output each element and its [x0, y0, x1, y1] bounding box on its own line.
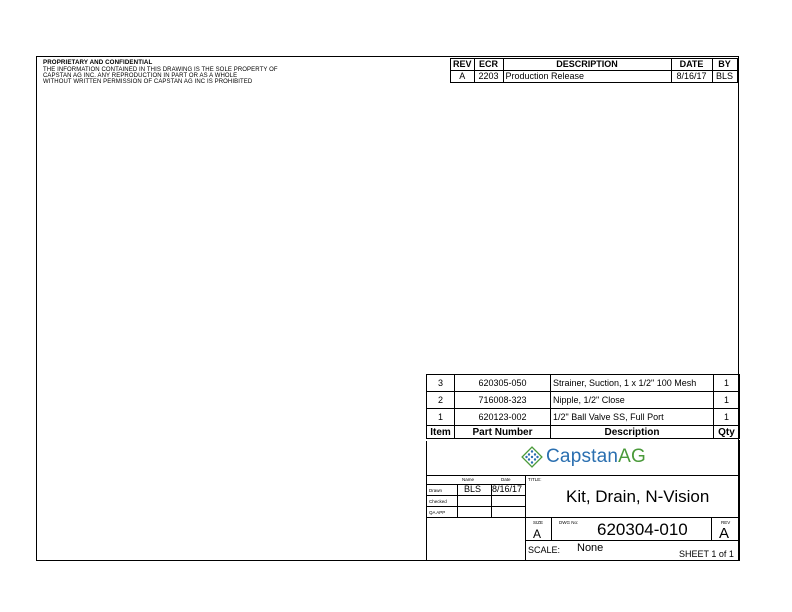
- qty-header: Qty: [714, 426, 740, 439]
- size-label: SIZE: [533, 520, 544, 525]
- rev-cell: A: [451, 71, 475, 83]
- company-logo: [520, 445, 646, 469]
- rev-header: REV: [451, 59, 475, 71]
- part-number-header: Part Number: [455, 426, 551, 439]
- description-header: DESCRIPTION: [503, 59, 671, 71]
- proprietary-line: CAPSTAN AG INC. ANY REPRODUCTION IN PART OR AS A WHOLE: [43, 72, 238, 79]
- name-label: Name: [462, 477, 475, 482]
- drawn-label: Drawn: [429, 488, 443, 493]
- description-cell: 1/2" Ball Valve SS, Full Port: [551, 409, 714, 426]
- qty-cell: 1: [714, 375, 740, 392]
- description-header: Description: [551, 426, 714, 439]
- by-header: BY: [712, 59, 737, 71]
- drawn-name: BLS: [464, 484, 482, 494]
- rev-value: A: [719, 525, 730, 542]
- drawing-title: Kit, Drain, N-Vision: [566, 487, 710, 506]
- logo-text: Capstan: [546, 446, 619, 467]
- item-cell: 1: [427, 409, 455, 426]
- proprietary-line: THE INFORMATION CONTAINED IN THIS DRAWING IS THE SOLE PROPERTY OF: [43, 66, 278, 73]
- capstan-logo-icon: [520, 445, 544, 469]
- part-number-cell: 620123-002: [455, 409, 551, 426]
- item-header: Item: [427, 426, 455, 439]
- sheet-number: SHEET 1 of 1: [679, 549, 734, 559]
- item-cell: 2: [427, 392, 455, 409]
- revision-row: [451, 71, 738, 83]
- date-header: DATE: [671, 59, 712, 71]
- proprietary-notice: [43, 60, 363, 85]
- size-value: A: [533, 527, 542, 541]
- qty-cell: 1: [714, 409, 740, 426]
- dwg-label: DWG No:: [559, 520, 579, 525]
- title-block: [426, 441, 739, 561]
- rev-label: REV: [721, 520, 731, 525]
- description-cell: Strainer, Suction, 1 x 1/2" 100 Mesh: [551, 375, 714, 392]
- logo-text-ag: AG: [618, 446, 647, 467]
- table-row: [427, 409, 740, 426]
- date-label: Date: [501, 477, 511, 482]
- drawing-number: 620304-010: [597, 520, 688, 539]
- item-cell: 3: [427, 375, 455, 392]
- part-number-cell: 716008-323: [455, 392, 551, 409]
- proprietary-line: WITHOUT WRITTEN PERMISSION OF CAPSTAN AG INC IS PROHIBITED: [43, 79, 253, 86]
- bill-of-materials: [426, 374, 740, 439]
- drawn-date: 8/16/17: [492, 484, 523, 494]
- revision-table: [450, 58, 738, 83]
- qa-label: QA APP: [429, 510, 446, 515]
- ecr-cell: 2203: [474, 71, 503, 83]
- qty-cell: 1: [714, 392, 740, 409]
- revision-header-row: [451, 59, 738, 71]
- ecr-header: ECR: [474, 59, 503, 71]
- table-row: [427, 375, 740, 392]
- scale-value: None: [577, 542, 604, 554]
- bom-header-row: [427, 426, 740, 439]
- title-label: TITLE:: [528, 477, 542, 482]
- date-cell: 8/16/17: [671, 71, 712, 83]
- table-row: [427, 392, 740, 409]
- description-cell: Nipple, 1/2" Close: [551, 392, 714, 409]
- scale-label: SCALE:: [528, 545, 561, 555]
- checked-label: Checked: [429, 499, 447, 504]
- description-cell: Production Release: [503, 71, 671, 83]
- part-number-cell: 620305-050: [455, 375, 551, 392]
- proprietary-heading: PROPRIETARY AND CONFIDENTIAL: [43, 59, 153, 66]
- by-cell: BLS: [712, 71, 737, 83]
